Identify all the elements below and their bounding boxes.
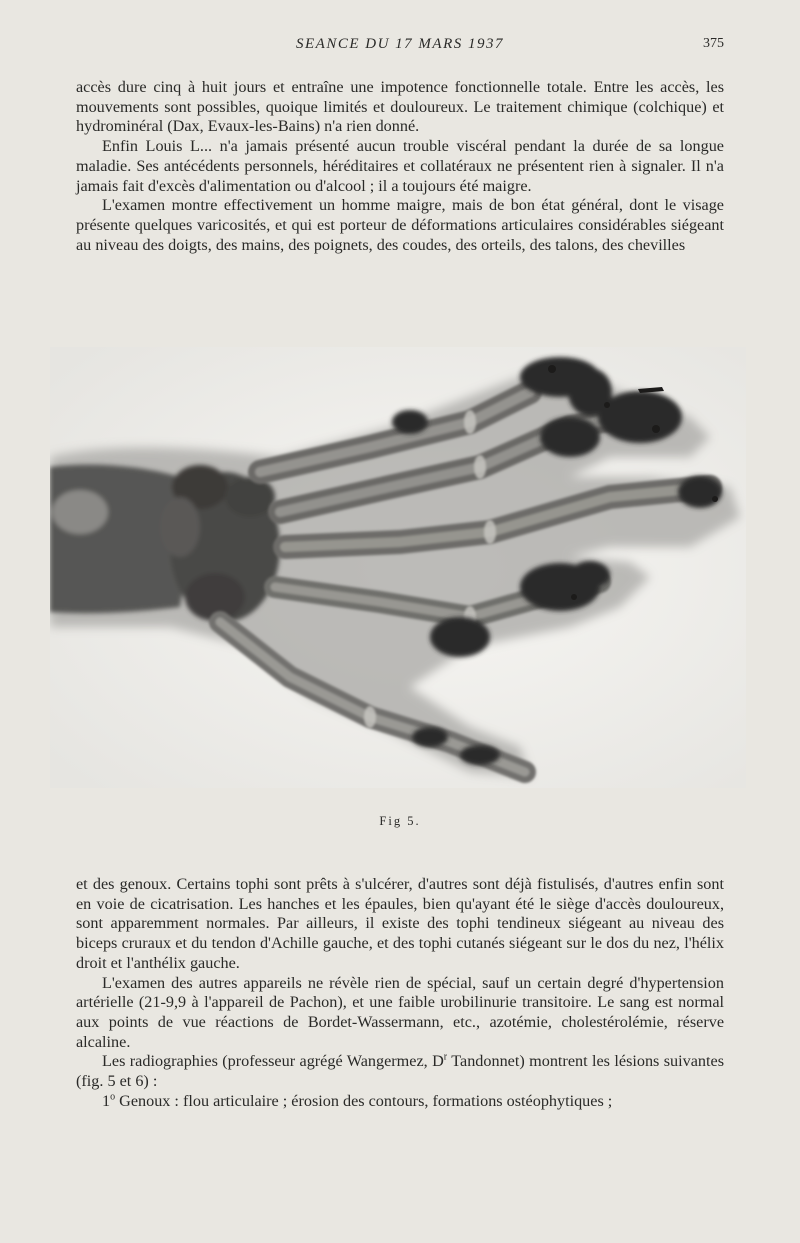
page-number: 375 bbox=[703, 36, 724, 51]
paragraph-continued: accès dure cinq à huit jours et entraîne une impotence fonctionnelle totale. Entre les accès, les mouvements sont possibles, quoique limités et douloureux. Le traitement chimique (colchique) et hydrominéral (Dax, Evaux-les-Bains) n'a rien donné. bbox=[76, 78, 724, 136]
item-text: Genoux : flou articulaire ; érosion des contours, formations ostéophytiques ; bbox=[115, 1091, 613, 1110]
text-block-bottom bbox=[76, 875, 724, 1111]
running-head bbox=[76, 36, 724, 56]
paragraph-visceral-history: Enfin Louis L... n'a jamais présenté aucun trouble viscéral pendant la durée de sa longue maladie. Ses antécédents personnels, héréditaires et collatéraux ne présentent rien à signaler. Il n'a jamais fait d'excès d'alimentation ou d'alcool ; il a toujours été maigre. bbox=[76, 137, 724, 195]
radiographies-text-start: Les radiographies (professeur agrégé Wangermez, D bbox=[102, 1052, 444, 1071]
hand-radiograph-figure bbox=[50, 347, 746, 788]
figure-caption: Fig 5. bbox=[379, 814, 421, 828]
item-number-sup: o bbox=[110, 1091, 116, 1103]
text-block-top bbox=[76, 78, 724, 255]
paragraph-other-systems: L'examen des autres appareils ne révèle rien de spécial, sauf un certain degré d'hypertension artérielle (21-9,9 à l'appareil de Pachon), et une faible urobilinurie transitoire. Le sang est normal aux points de vue réactions de Bordet-Wassermann, etc., azotémie, cholestérolémie, réserve alcaline. bbox=[76, 973, 724, 1051]
paragraph-radiographies bbox=[76, 1052, 724, 1091]
paragraph-examination: L'examen montre effectivement un homme maigre, mais de bon état général, dont le visage présente quelques varicosités, et qui est porteur de déformations articulaires considérables siégeant au niveau des doigts, des mains, des poignets, des coudes, des orteils, des talons, des chevilles bbox=[76, 196, 724, 254]
hand-radiograph-image bbox=[50, 347, 746, 788]
running-title: SEANCE DU 17 MARS 1937 bbox=[296, 36, 504, 52]
radiographies-text-end: Tandonnet) montrent les lésions suivantes (fig. 5 et 6) : bbox=[76, 1052, 725, 1091]
paragraph-tophi: et des genoux. Certains tophi sont prêts à s'ulcérer, d'autres sont déjà fistulisés, d'autres enfin sont en voie de cicatrisation. Les hanches et les épaules, bien qu'ayant été le siège d'accès douloureux, sont apparemment normales. Par ailleurs, il existe des tophi tendineux siégeant au niveau des biceps cruraux et du tendon d'Achille gauche, et des tophi cutanés siégeant sur le dos du nez, l'hélix droit et l'anthélix gauche. bbox=[76, 875, 724, 972]
doctor-abbrev-sup: r bbox=[443, 1051, 448, 1063]
item-number: 1 bbox=[102, 1091, 111, 1110]
list-item-knees bbox=[76, 1092, 724, 1112]
